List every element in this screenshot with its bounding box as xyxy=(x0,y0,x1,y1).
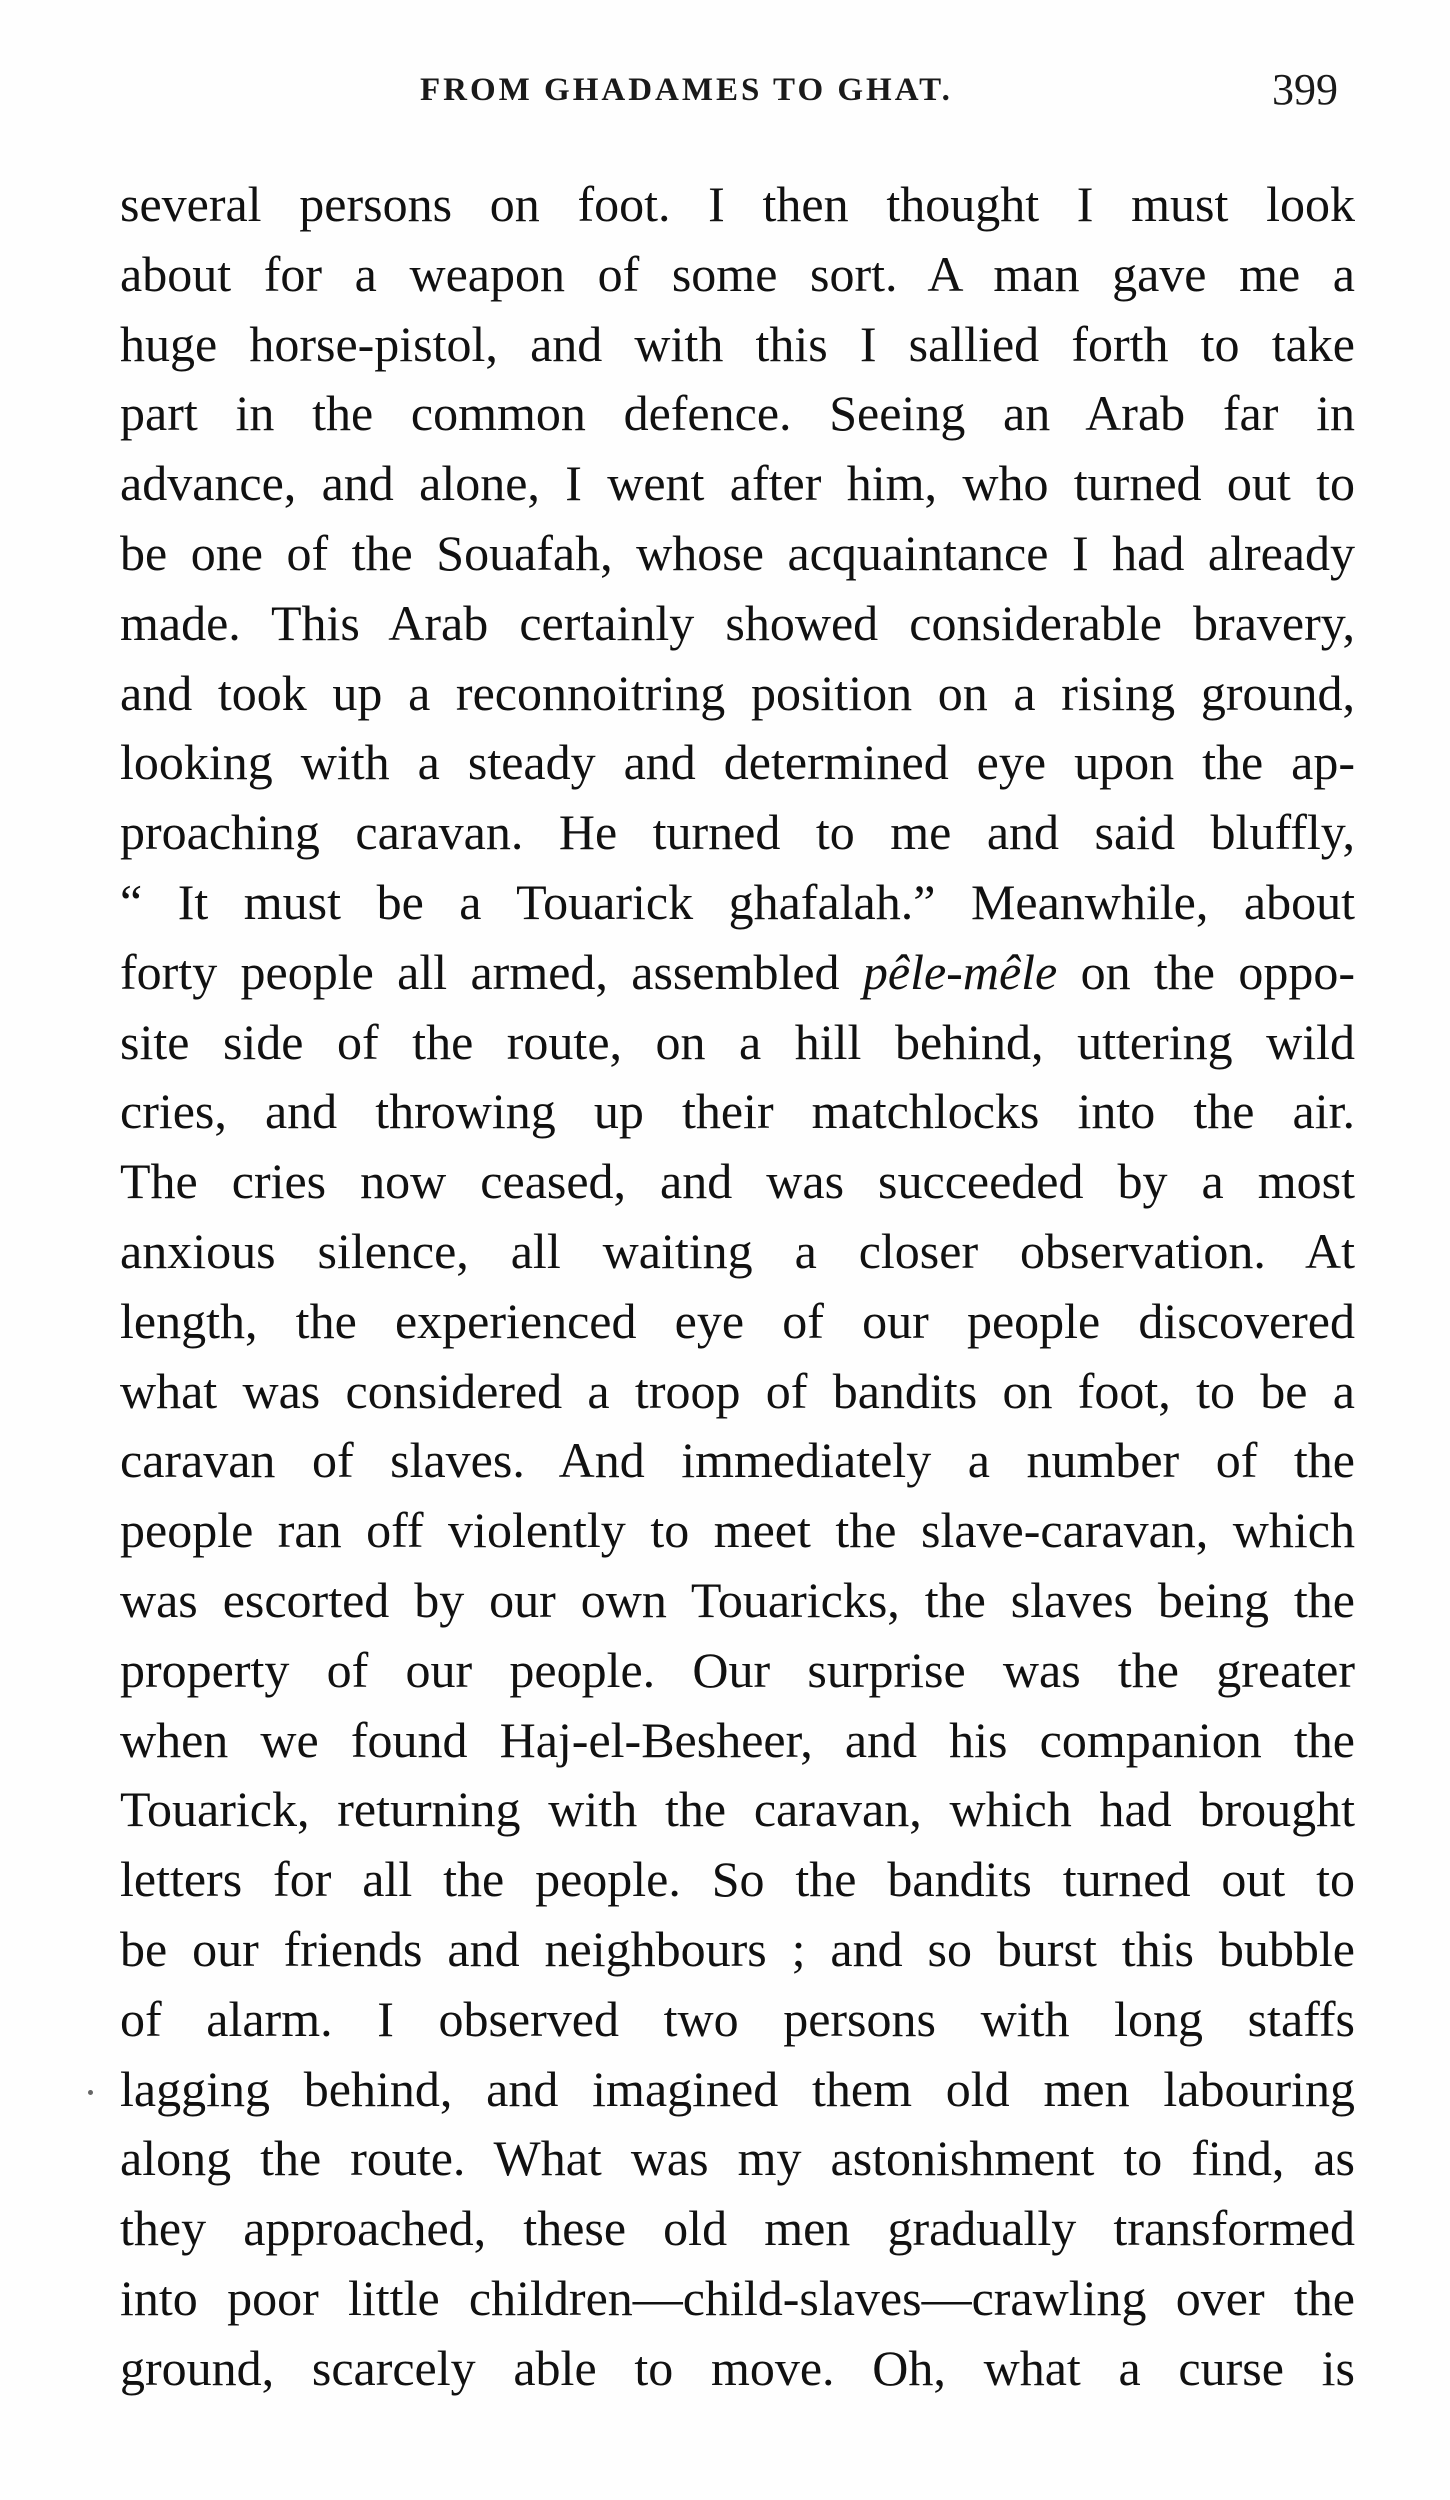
text-line: huge horse-pistol, and with this I sallied forth to take xyxy=(120,315,1355,372)
page-number: 399 xyxy=(1272,65,1338,114)
text-line: length, the experienced eye of our people discovered xyxy=(120,1292,1355,1349)
text-line: be our friends and neighbours ; and so burst this bubble xyxy=(120,1920,1355,1977)
italic-phrase: pêle-mêle xyxy=(862,943,1058,1000)
text-line: they approached, these old men gradually transformed xyxy=(120,2200,1355,2257)
text-line: proaching caravan. He turned to me and said bluffly, xyxy=(120,804,1355,861)
text-line: what was considered a troop of bandits on foot, to be a xyxy=(120,1362,1355,1419)
text-line: part in the common defence. Seeing an Arab far in xyxy=(120,385,1355,442)
text-line: site side of the route, on a hill behind, uttering wild xyxy=(120,1013,1355,1070)
text-line: ground, scarcely able to move. Oh, what a curse is xyxy=(120,2339,1355,2396)
text-line: when we found Haj-el-Besheer, and his companion the xyxy=(120,1711,1355,1768)
text-line: caravan of slaves. And immediately a number of the xyxy=(120,1432,1355,1489)
text-line: and took up a reconnoitring position on a rising ground, xyxy=(120,664,1355,721)
ink-speck xyxy=(88,2090,93,2095)
text-line: property of our people. Our surprise was the greater xyxy=(120,1641,1355,1698)
text-line: of alarm. I observed two persons with long staffs xyxy=(120,1990,1355,2047)
text-line: was escorted by our own Touaricks, the slaves being the xyxy=(120,1571,1355,1628)
text-line: into poor little children—child-slaves—crawling over the xyxy=(120,2269,1355,2326)
text-line: “ It must be a Touarick ghafalah.” Meanwhile, about xyxy=(120,873,1355,930)
text-line: lagging behind, and imagined them old men labouring xyxy=(120,2060,1355,2117)
text-line: several persons on foot. I then thought I must look xyxy=(120,176,1355,232)
text-line: people ran off violently to meet the slave-caravan, which xyxy=(120,1502,1355,1559)
text-line: cries, and throwing up their matchlocks into the air. xyxy=(120,1083,1355,1140)
text-line: made. This Arab certainly showed considerable bravery, xyxy=(120,594,1355,651)
body-text xyxy=(120,170,1355,2404)
text-line: looking with a steady and determined eye upon the ap- xyxy=(120,734,1355,791)
text-line: be one of the Souafah, whose acquaintance I had already xyxy=(120,524,1355,581)
text-line: about for a weapon of some sort. A man gave me a xyxy=(120,245,1355,302)
text-line: anxious silence, all waiting a closer observation. At xyxy=(120,1222,1355,1279)
text-line: Touarick, returning with the caravan, which had brought xyxy=(120,1781,1355,1838)
text-line: The cries now ceased, and was succeeded by a most xyxy=(120,1153,1355,1210)
running-head: FROM GHADAMES TO GHAT. xyxy=(420,72,953,108)
text-line: advance, and alone, I went after him, who turned out to xyxy=(120,455,1355,512)
text-line: along the route. What was my astonishment to find, as xyxy=(120,2130,1355,2187)
text-line: forty people all armed, assembled pêle-mêle on the oppo- xyxy=(120,943,1356,1000)
text-line: letters for all the people. So the bandits turned out to xyxy=(120,1851,1355,1908)
